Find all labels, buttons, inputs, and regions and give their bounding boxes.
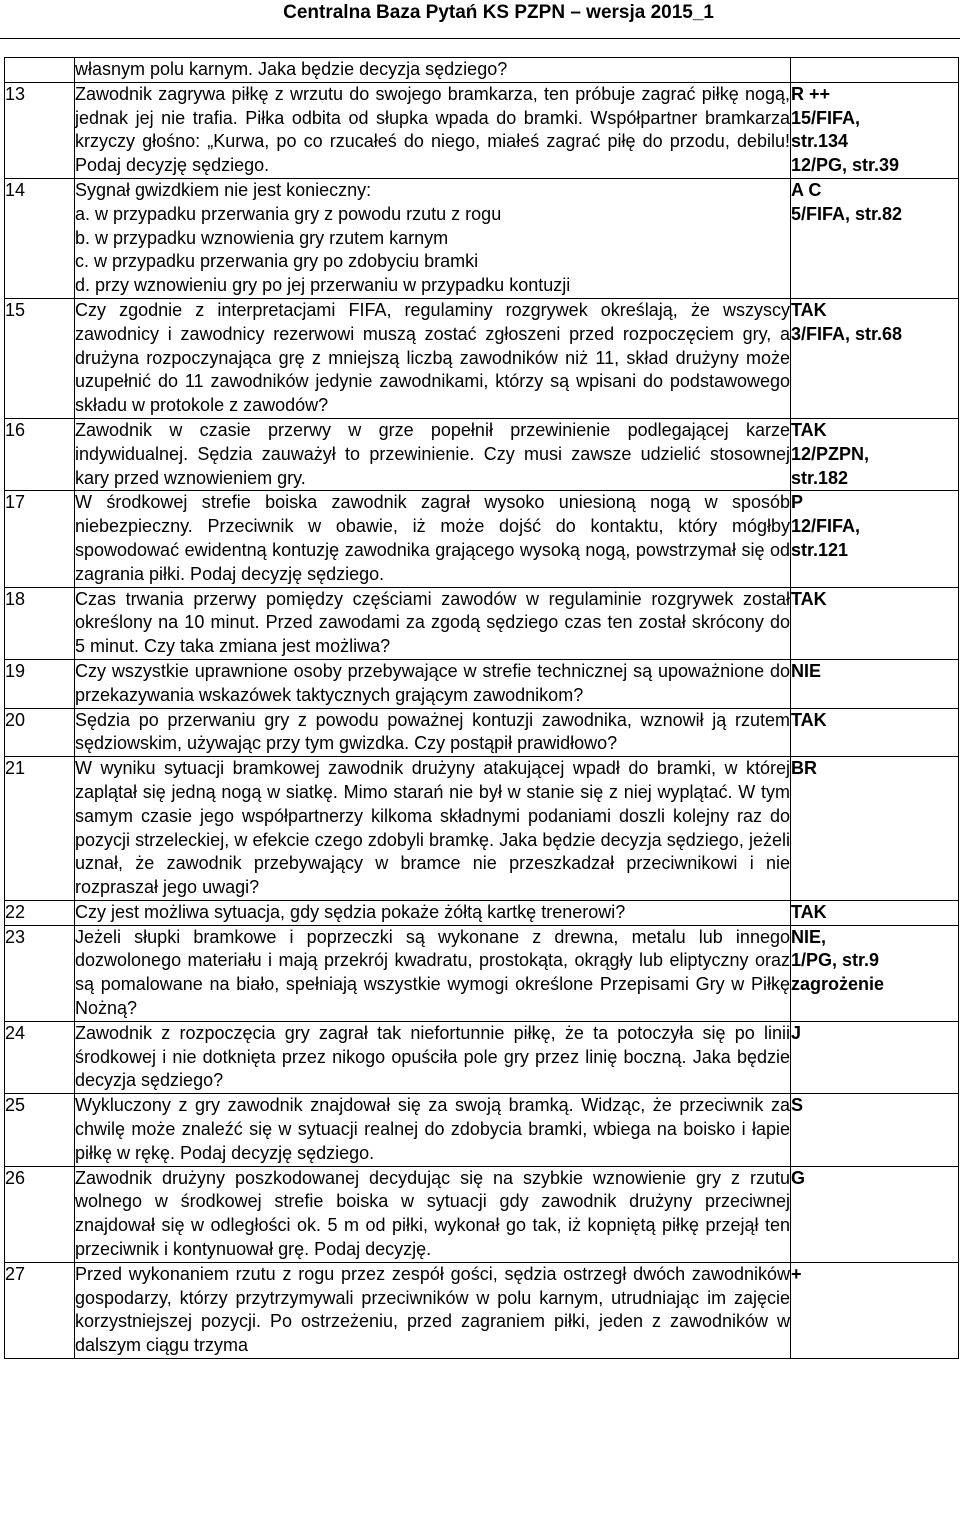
question-row bbox=[5, 757, 959, 901]
answer-line: G bbox=[791, 1167, 806, 1188]
answer-line: R ++ bbox=[791, 83, 831, 104]
question-line: Czy wszystkie uprawnione osoby przebywające w strefie technicznej są upoważnione do przekazywania wskazówek taktycznych grającym zawodnikom? bbox=[75, 660, 790, 705]
answer-line: J bbox=[791, 1022, 802, 1043]
answer-cell bbox=[791, 925, 959, 1021]
answer-cell bbox=[791, 178, 959, 298]
question-line: Zawodnik zagrywa piłkę z wrzutu do swojego bramkarza, ten próbuje zagrać piłkę nogą, jednak jej nie trafia. Piłka odbita od słupka wpada do bramki. Współpartner bramkarza krzyczy głośno: „Kurwa, po co rzucałeś do niego, miałeś zagrać piłę do przodu, debilu! Podaj decyzję sędziego. bbox=[75, 83, 790, 176]
answer-line: S bbox=[791, 1095, 804, 1116]
answer-line: TAK bbox=[791, 419, 827, 440]
question-row bbox=[5, 708, 959, 757]
question-number: 22 bbox=[5, 900, 75, 925]
question-row bbox=[5, 900, 959, 925]
answer-cell bbox=[791, 298, 959, 418]
question-row bbox=[5, 298, 959, 418]
answer-cell bbox=[791, 587, 959, 659]
answer-line: NIE bbox=[791, 660, 822, 681]
answer-line: 3/FIFA, str.68 bbox=[791, 323, 903, 344]
answer-cell bbox=[791, 1021, 959, 1093]
question-text bbox=[75, 491, 791, 587]
answer-cell bbox=[791, 757, 959, 901]
question-row bbox=[5, 178, 959, 298]
question-row bbox=[5, 659, 959, 708]
answer-line: A C bbox=[791, 179, 822, 200]
answer-cell bbox=[791, 1262, 959, 1358]
answer-cell bbox=[791, 708, 959, 757]
question-line: Zawodnik z rozpoczęcia gry zagrał tak niefortunnie piłkę, że ta potoczyła się po linii środkowej i nie dotknięta przez nikogo opuściła pole gry przez linię boczną. Jaka będzie decyzja sędziego? bbox=[75, 1022, 790, 1091]
question-line: c. w przypadku przerwania gry po zdobyciu bramki bbox=[75, 251, 479, 272]
question-line: Czas trwania przerwy pomiędzy częściami zawodów w regulaminie rozgrywek został określony na 10 minut. Przed zawodami za zgodą sędziego czas ten został skrócony do 5 minut. Czy taka zmiana jest możliwa? bbox=[75, 588, 790, 657]
answer-cell bbox=[791, 1094, 959, 1166]
question-number: 23 bbox=[5, 925, 75, 1021]
question-number: 27 bbox=[5, 1262, 75, 1358]
question-number: 21 bbox=[5, 757, 75, 901]
question-line: a. w przypadku przerwania gry z powodu rzutu z rogu bbox=[75, 203, 502, 224]
question-line: Wykluczony z gry zawodnik znajdował się za swoją bramką. Widząc, że przeciwnik za chwilę może znaleźć się w sytuacji realnej do zdobycia bramki, wbiega na boisko i łapie piłkę w rękę. Podaj decyzję sędziego. bbox=[75, 1095, 790, 1163]
question-text bbox=[75, 659, 791, 708]
question-line: Zawodnik w czasie przerwy w grze popełnił przewinienie podlegającej karze indywidualnej. Sędzia zauważył to przewinienie. Czy musi zawsze udzielić stosownej kary przed wznowieniem gry. bbox=[75, 419, 790, 488]
answer-line: 15/FIFA, bbox=[791, 107, 861, 128]
question-row bbox=[5, 1166, 959, 1262]
question-text bbox=[75, 298, 791, 418]
page-header: Centralna Baza Pytań KS PZPN – wersja 2015_1 bbox=[283, 2, 714, 23]
question-number: 26 bbox=[5, 1166, 75, 1262]
question-line: W wyniku sytuacji bramkowej zawodnik drużyny atakującej wpadł do bramki, w której zaplątał się jedną nogą w siatkę. Mimo starań nie był w stanie się z niej wyplątać. W tym samym czasie jego współpartnerzy kilkoma składnymi podaniami doszli kolejny raz do pozycji strzeleckiej, w efekcie czego zdobyli bramkę. Jaka będzie decyzja sędziego, jeżeli uznał, że zawodnik przebywający w bramce nie przeszkadzał przeciwnikowi i nie rozpraszał jego uwagi? bbox=[75, 758, 790, 898]
answer-line: NIE, bbox=[791, 926, 827, 947]
question-number: 20 bbox=[5, 708, 75, 757]
question-text bbox=[75, 418, 791, 490]
answer-line: str.182 bbox=[791, 467, 849, 488]
question-number: 13 bbox=[5, 82, 75, 178]
question-line: b. w przypadku wznowienia gry rzutem karnym bbox=[75, 227, 449, 248]
question-number: 19 bbox=[5, 659, 75, 708]
answer-line: zagrożenie bbox=[791, 974, 885, 995]
question-row bbox=[5, 587, 959, 659]
question-row bbox=[5, 58, 959, 83]
answer-line: 12/PZPN, bbox=[791, 443, 870, 464]
question-number: 16 bbox=[5, 418, 75, 490]
question-text bbox=[75, 925, 791, 1021]
question-text bbox=[75, 1166, 791, 1262]
answer-line: TAK bbox=[791, 901, 827, 922]
answer-line: 1/PG, str.9 bbox=[791, 950, 880, 971]
answer-cell bbox=[791, 900, 959, 925]
question-number: 14 bbox=[5, 178, 75, 298]
question-line: Zawodnik drużyny poszkodowanej decydując się na szybkie wznowienie gry z rzutu wolnego w środkowej strefie boiska w sytuacji gdy zawodnik drużyny przeciwnej znajdował się w odległości ok. 5 m od piłki, wykonał go tak, iż kopniętą piłkę przejął ten przeciwnik i kontynuował grę. Podaj decyzję. bbox=[75, 1167, 790, 1260]
question-number: 24 bbox=[5, 1021, 75, 1093]
question-number bbox=[5, 58, 75, 83]
question-line: Sędzia po przerwaniu gry z powodu poważnej kontuzji zawodnika, wznowił ją rzutem sędziowskim, używając przy tym gwizdka. Czy postąpił prawidłowo? bbox=[75, 709, 790, 754]
question-text bbox=[75, 757, 791, 901]
question-text bbox=[75, 1021, 791, 1093]
question-row bbox=[5, 1262, 959, 1358]
question-line: Jeżeli słupki bramkowe i poprzeczki są wykonane z drewna, metalu lub innego dozwolonego materiału i mają przekrój kwadratu, prostokąta, okrągły lub eliptyczny oraz są pomalowane na biało, spełniają wszystkie wymogi określone Przepisami Gry w Piłkę Nożną? bbox=[75, 926, 790, 1019]
question-number: 15 bbox=[5, 298, 75, 418]
answer-line: BR bbox=[791, 758, 817, 779]
question-line: W środkowej strefie boiska zawodnik zagrał wysoko uniesioną nogą w sposób niebezpieczny. Przeciwnik w obawie, iż może dojść do kontaktu, który mógłby spowodować ewidentną kontuzję zawodnika grającego wysoką nogą, powstrzymał się od zagrania piłki. Podaj decyzję sędziego. bbox=[75, 492, 790, 584]
answer-line: TAK bbox=[791, 299, 827, 320]
question-row bbox=[5, 1094, 959, 1166]
answer-cell bbox=[791, 491, 959, 587]
questions-table bbox=[4, 57, 959, 1359]
answer-line: 5/FIFA, str.82 bbox=[791, 203, 903, 224]
answer-line: P bbox=[791, 492, 804, 513]
question-text bbox=[75, 58, 791, 83]
question-text bbox=[75, 708, 791, 757]
header-rule bbox=[0, 38, 960, 39]
question-row bbox=[5, 925, 959, 1021]
question-row bbox=[5, 491, 959, 587]
question-text bbox=[75, 900, 791, 925]
question-number: 18 bbox=[5, 587, 75, 659]
answer-line: 12/PG, str.39 bbox=[791, 155, 900, 176]
question-text bbox=[75, 178, 791, 298]
question-line: Sygnał gwizdkiem nie jest konieczny: bbox=[75, 179, 372, 200]
question-text bbox=[75, 1262, 791, 1358]
answer-cell bbox=[791, 418, 959, 490]
question-row bbox=[5, 1021, 959, 1093]
question-line: d. przy wznowieniu gry po jej przerwaniu w przypadku kontuzji bbox=[75, 275, 571, 296]
answer-line: 12/FIFA, bbox=[791, 516, 861, 537]
answer-cell bbox=[791, 659, 959, 708]
question-number: 25 bbox=[5, 1094, 75, 1166]
question-row bbox=[5, 82, 959, 178]
question-line: własnym polu karnym. Jaka będzie decyzja sędziego? bbox=[75, 59, 508, 79]
answer-line: TAK bbox=[791, 588, 827, 609]
question-line: Czy jest możliwa sytuacja, gdy sędzia pokaże żółtą kartkę trenerowi? bbox=[75, 901, 626, 922]
answer-cell bbox=[791, 82, 959, 178]
answer-line: TAK bbox=[791, 709, 827, 730]
answer-cell bbox=[791, 58, 959, 83]
answer-line: + bbox=[791, 1263, 802, 1284]
question-line: Przed wykonaniem rzutu z rogu przez zespół gości, sędzia ostrzegł dwóch zawodników gospodarzy, którzy przytrzymywali przeciwników w polu karnym, utrudniając im zajęcie korzystniejszej pozycji. Po ostrzeżeniu, przed zagraniem piłki, jeden z zawodników w dalszym ciągu trzyma bbox=[75, 1263, 790, 1356]
question-number: 17 bbox=[5, 491, 75, 587]
answer-line: str.121 bbox=[791, 539, 849, 560]
question-row bbox=[5, 418, 959, 490]
answer-cell bbox=[791, 1166, 959, 1262]
question-text bbox=[75, 82, 791, 178]
question-text bbox=[75, 587, 791, 659]
answer-line: str.134 bbox=[791, 131, 849, 152]
question-text bbox=[75, 1094, 791, 1166]
question-line: Czy zgodnie z interpretacjami FIFA, regulaminy rozgrywek określają, że wszyscy zawodnicy i zawodnicy rezerwowi muszą zostać zgłoszeni przed rozpoczęciem gry, a drużyna rozpoczynająca grę z mniejszą liczbą zawodników niż 11, skład drużyny może uzupełnić do 11 zawodników jedynie zawodnikami, którzy są wpisani do podstawowego składu w protokole z zawodów? bbox=[75, 299, 790, 416]
